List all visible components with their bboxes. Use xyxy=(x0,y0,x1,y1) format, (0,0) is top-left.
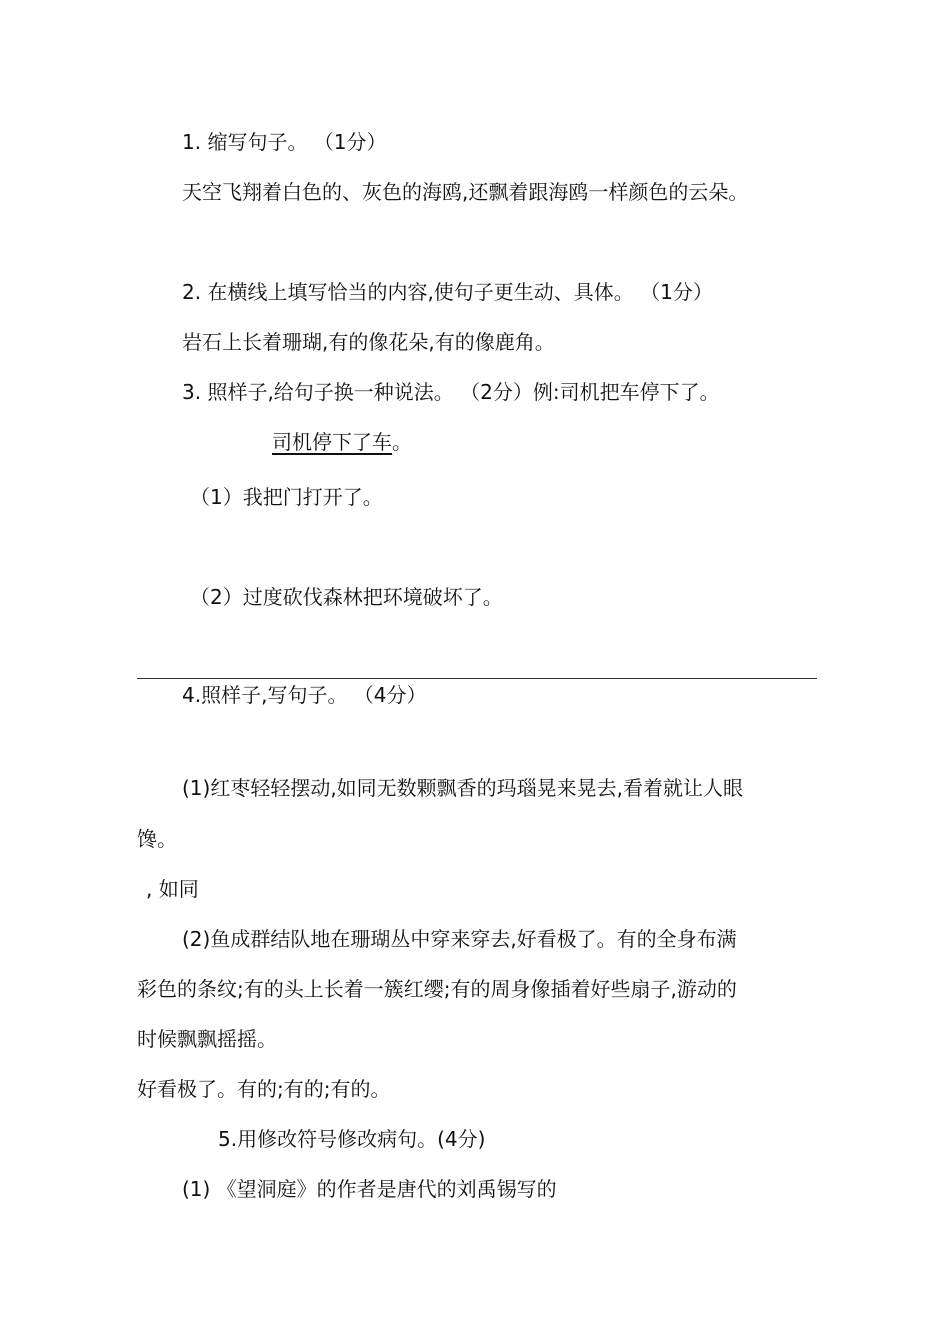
q4-item-1-line-2: 馋。 xyxy=(137,827,177,851)
q2-sentence: 岩石上长着珊瑚,有的像花朵,有的像鹿角。 xyxy=(182,330,555,354)
q4-item-2-line-1: (2)鱼成群结队地在珊瑚丛中穿来穿去,好看极了。有的全身布满 xyxy=(182,927,737,951)
q3-title: 3. 照样子,给句子换一种说法。 （2分）例:司机把车停下了。 xyxy=(182,380,720,404)
q4-item-1-line-1: (1)红枣轻轻摆动,如同无数颗飘香的玛瑙晃来晃去,看着就让人眼 xyxy=(182,776,744,800)
q3-item-1: （1）我把门打开了。 xyxy=(190,485,383,509)
q3-example-underlined: 司机停下了车 xyxy=(272,430,392,454)
q4-item-2-answer: 好看极了。有的;有的;有的。 xyxy=(137,1077,391,1101)
q1-sentence: 天空飞翔着白色的、灰色的海鸥,还飘着跟海鸥一样颜色的云朵。 xyxy=(182,180,749,204)
q4-item-1-answer: , 如同 xyxy=(146,877,199,901)
q3-item-2: （2）过度砍伐森林把环境破坏了。 xyxy=(190,585,503,609)
q2-title: 2. 在横线上填写恰当的内容,使句子更生动、具体。 （1分） xyxy=(182,280,713,304)
q5-title: 5.用修改符号修改病句。(4分) xyxy=(218,1127,486,1151)
q5-item-1: (1) 《望洞庭》的作者是唐代的刘禹锡写的 xyxy=(182,1177,557,1201)
q4-title: 4.照样子,写句子。 （4分） xyxy=(182,683,427,707)
q4-item-2-line-3: 时候飘飘摇摇。 xyxy=(137,1027,277,1051)
section-divider xyxy=(137,678,817,679)
q4-item-2-line-2: 彩色的条纹;有的头上长着一簇红缨;有的周身像插着好些扇子,游动的 xyxy=(137,977,737,1001)
q3-example-end: 。 xyxy=(392,430,412,454)
q1-title: 1. 缩写句子。 （1分） xyxy=(182,130,387,154)
q3-example xyxy=(272,429,412,455)
